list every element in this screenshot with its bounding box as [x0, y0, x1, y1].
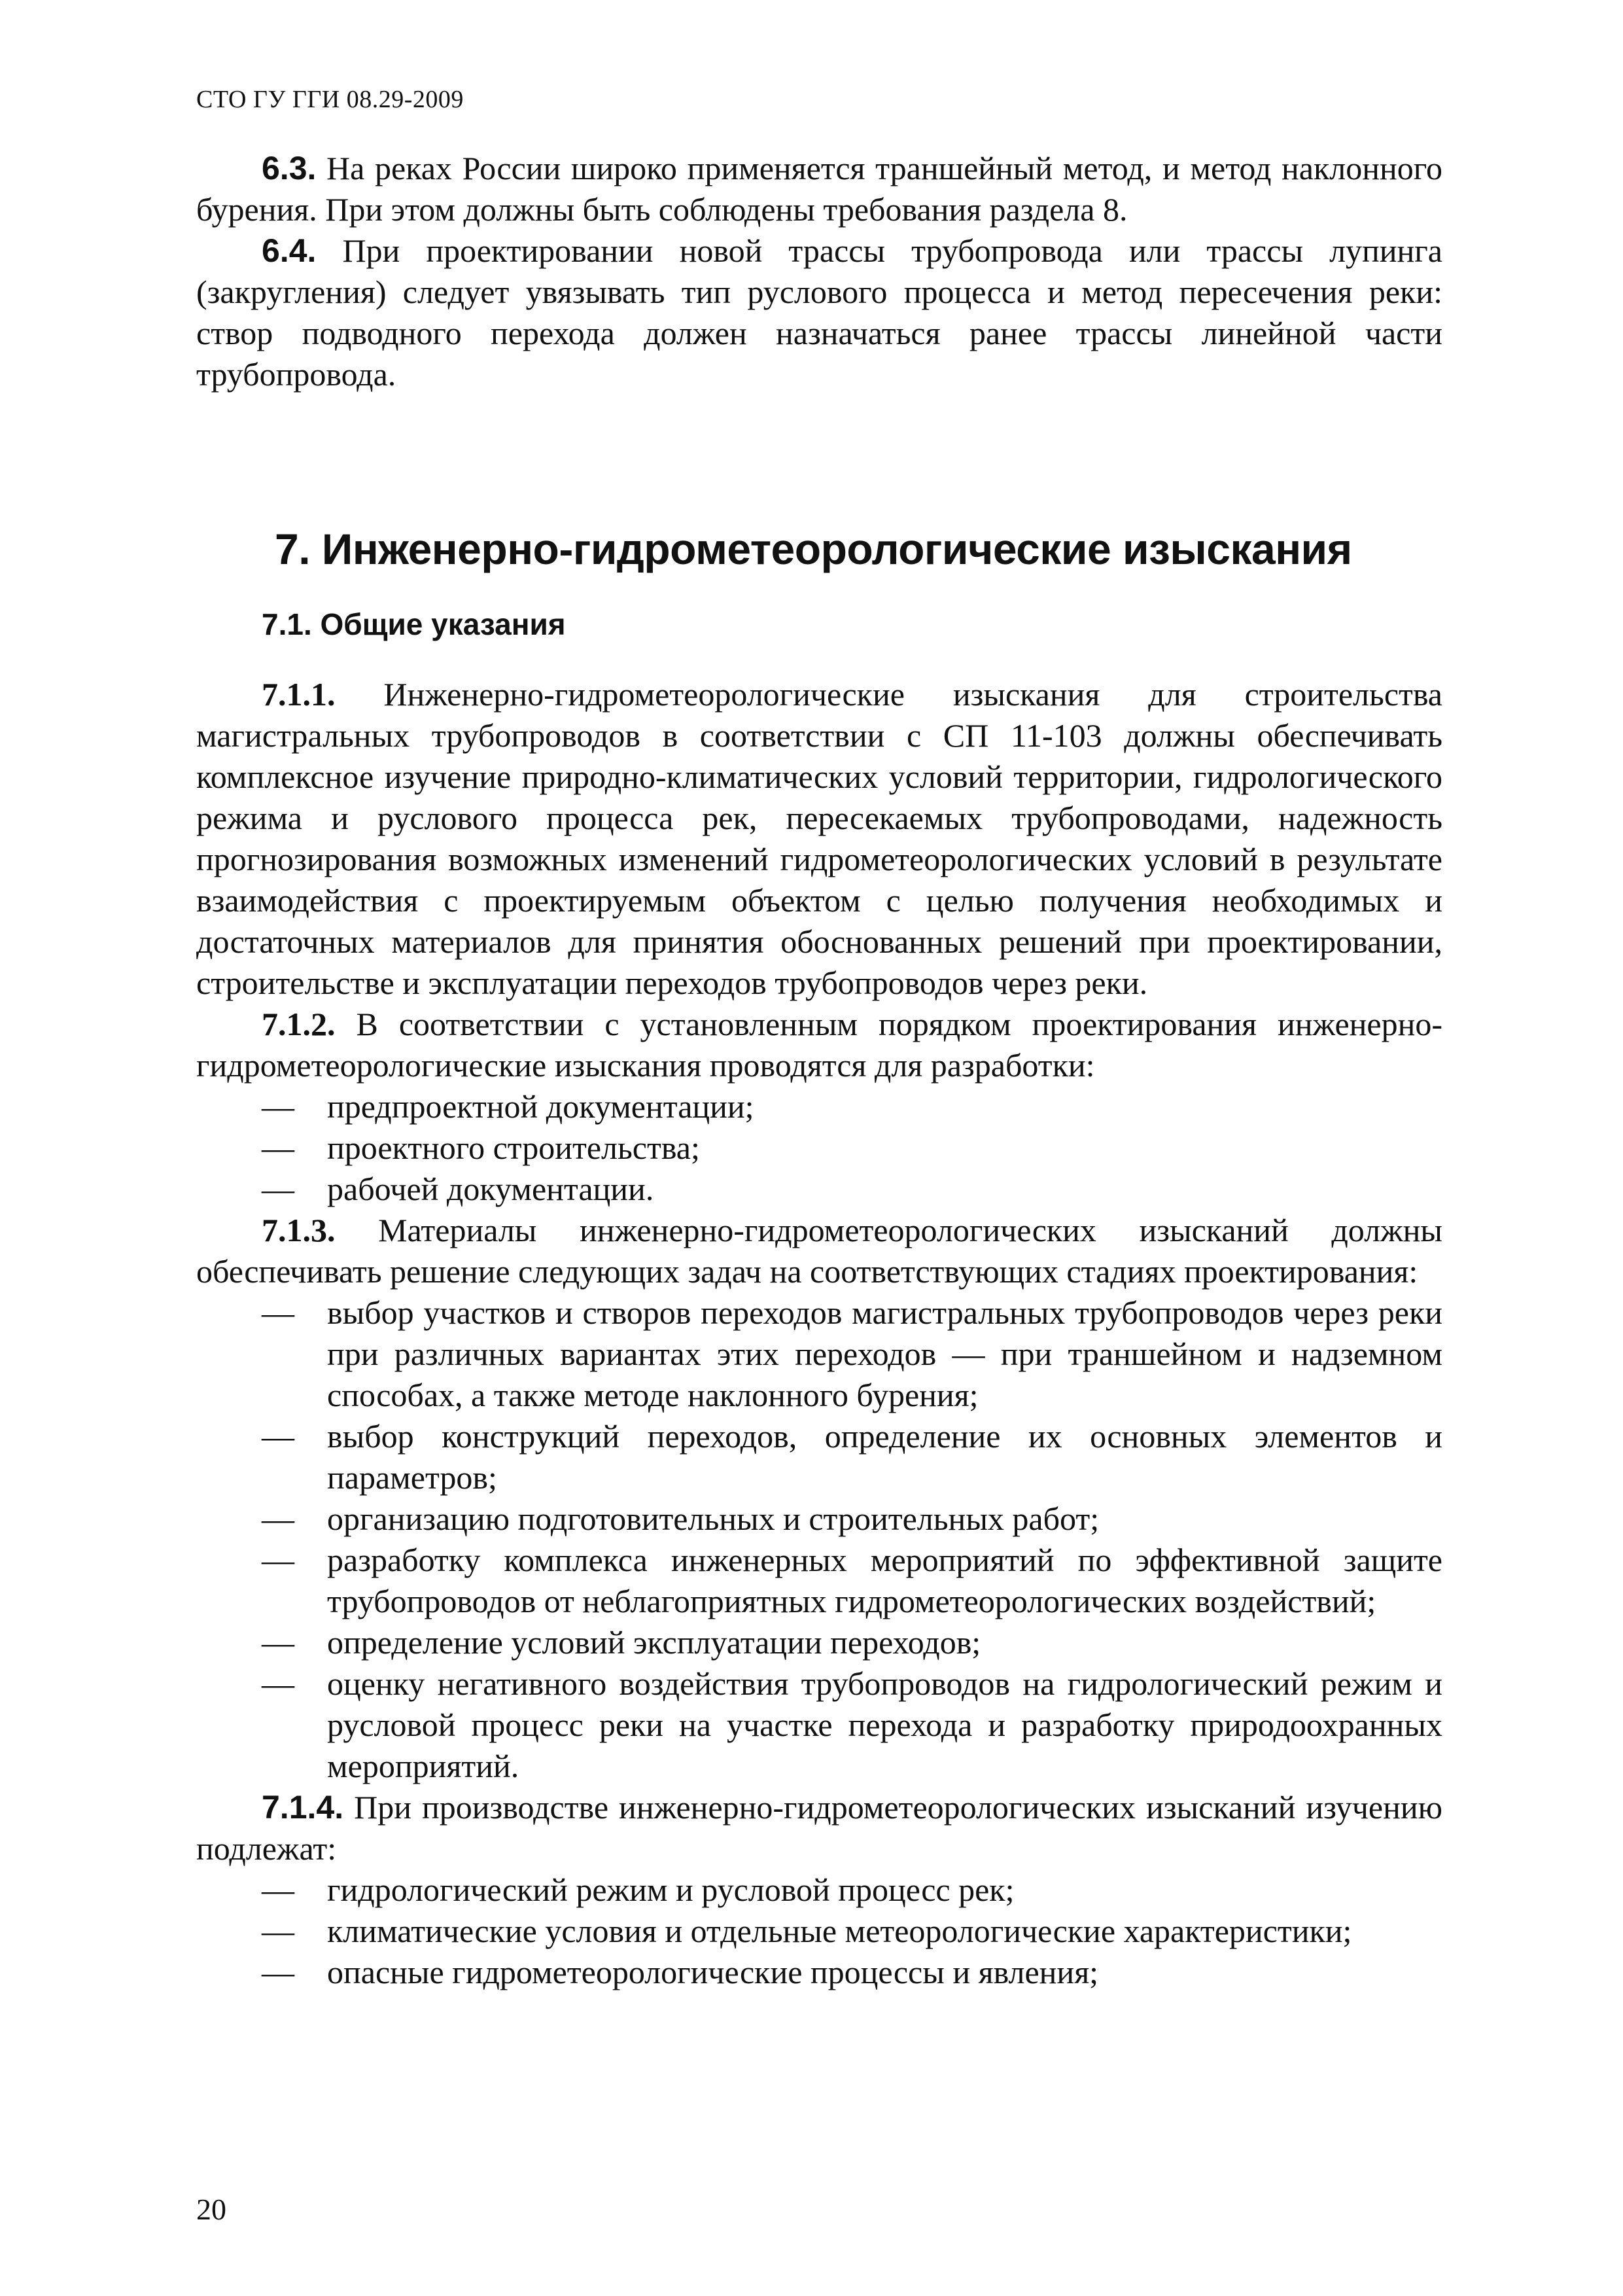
section-title: 7.1. Общие указания — [262, 607, 566, 641]
list-item-text: выбор конструкций переходов, определение их основных элементов и параметров; — [327, 1417, 1442, 1496]
list-dash: — — [262, 1500, 294, 1537]
document-page — [196, 85, 1442, 2226]
list-dash: — — [262, 1541, 294, 1578]
paragraph-number: 6.4. — [262, 232, 317, 269]
list-dash: — — [262, 1912, 294, 1949]
list-7-1-3 — [196, 1292, 1442, 1787]
running-header: СТО ГУ ГГИ 08.29-2009 — [196, 86, 464, 113]
paragraph-number: 7.1.3. — [262, 1211, 336, 1248]
list-item-text: гидрологический режим и русловой процесс рек; — [327, 1871, 1015, 1908]
chapter-title: 7. Инженерно-гидрометеорологические изыскания — [275, 524, 1352, 573]
list-item-text: опасные гидрометеорологические процессы и явления; — [327, 1953, 1099, 1990]
list-dash: — — [262, 1087, 294, 1125]
list-item — [196, 1540, 1442, 1622]
list-item-text: рабочей документации. — [327, 1170, 654, 1207]
list-dash: — — [262, 1871, 294, 1908]
list-item — [196, 1952, 1442, 1993]
list-dash: — — [262, 1623, 294, 1661]
paragraph-6-3 — [196, 148, 1442, 230]
list-dash: — — [262, 1170, 294, 1207]
list-item — [196, 1622, 1442, 1663]
list-item — [196, 1911, 1442, 1952]
list-item-text: предпроектной документации; — [327, 1087, 754, 1125]
paragraph-7-1-4 — [196, 1787, 1442, 1869]
paragraph-text: Инженерно-гидрометеорологические изыскания для строительства магистральных трубопроводов в соответствии с СП 11-103 должны обеспечивать комплексное изучение природно-климатических условий территории, гидрологического режима и руслового процесса рек, пересекаемых трубопроводами, надежность прогнозирования возможных изменений гидрометеорологических условий в результате взаимодействия с проектируемым объектом с целью получения необходимых и достаточных материалов для принятия обоснованных решений при проектировании, строительстве и эксплуатации переходов трубопроводов через реки. — [196, 675, 1442, 1001]
paragraph-text: В соответствии с установленным порядком проектирования инженерно-гидрометеорологические изыскания проводятся для разработки: — [196, 1005, 1442, 1084]
list-item — [196, 1169, 1442, 1210]
list-dash: — — [262, 1294, 294, 1331]
paragraph-number: 7.1.2. — [262, 1005, 336, 1042]
paragraph-7-1-3 — [196, 1210, 1442, 1292]
list-item — [196, 1292, 1442, 1416]
paragraph-text: На реках России широко применяется траншейный метод, и метод наклонного бурения. При этом должны быть соблюдены требования раздела 8. — [196, 149, 1442, 228]
list-7-1-2 — [196, 1086, 1442, 1210]
list-item-text: определение условий эксплуатации переходов; — [327, 1623, 981, 1661]
list-item-text: организацию подготовительных и строительных работ; — [327, 1500, 1100, 1537]
list-dash: — — [262, 1417, 294, 1455]
list-dash: — — [262, 1665, 294, 1702]
page-number: 20 — [196, 2193, 226, 2226]
paragraph-text: При проектировании новой трассы трубопровода или трассы лупинга (закругления) следует увязывать тип руслового процесса и метод пересечения реки: створ подводного перехода должен назначаться ранее трассы линейной части трубопровода. — [196, 232, 1442, 393]
list-item-text: оценку негативного воздействия трубопроводов на гидрологический режим и русловой процесс реки на участке перехода и разработку природоохранных мероприятий. — [327, 1665, 1442, 1784]
paragraph-number: 7.1.4. — [262, 1788, 344, 1826]
list-item — [196, 1498, 1442, 1540]
paragraph-number: 6.3. — [262, 149, 317, 186]
list-item — [196, 1127, 1442, 1169]
list-dash: — — [262, 1953, 294, 1990]
list-dash: — — [262, 1129, 294, 1166]
list-item — [196, 1869, 1442, 1911]
paragraph-number: 7.1.1. — [262, 675, 336, 713]
list-item-text: климатические условия и отдельные метеорологические характеристики; — [327, 1912, 1352, 1949]
paragraph-7-1-2 — [196, 1004, 1442, 1086]
paragraph-6-4 — [196, 230, 1442, 395]
list-item-text: выбор участков и створов переходов магистральных трубопроводов через реки при различных вариантах этих переходов — при траншейном и надземном способах, а также методе наклонного бурения; — [327, 1294, 1442, 1413]
paragraph-text: Материалы инженерно-гидрометеорологических изысканий должны обеспечивать решение следующих задач на соответствующих стадиях проектирования: — [196, 1211, 1442, 1290]
list-item — [196, 1086, 1442, 1127]
list-item — [196, 1663, 1442, 1787]
list-item-text: проектного строительства; — [327, 1129, 700, 1166]
list-7-1-4 — [196, 1869, 1442, 1993]
list-item-text: разработку комплекса инженерных мероприятий по эффективной защите трубопроводов от неблагоприятных гидрометеорологических воздействий; — [327, 1541, 1442, 1619]
paragraph-text: При производстве инженерно-гидрометеорологических изысканий изучению подлежат: — [196, 1788, 1442, 1867]
list-item — [196, 1416, 1442, 1498]
paragraph-7-1-1 — [196, 674, 1442, 1004]
